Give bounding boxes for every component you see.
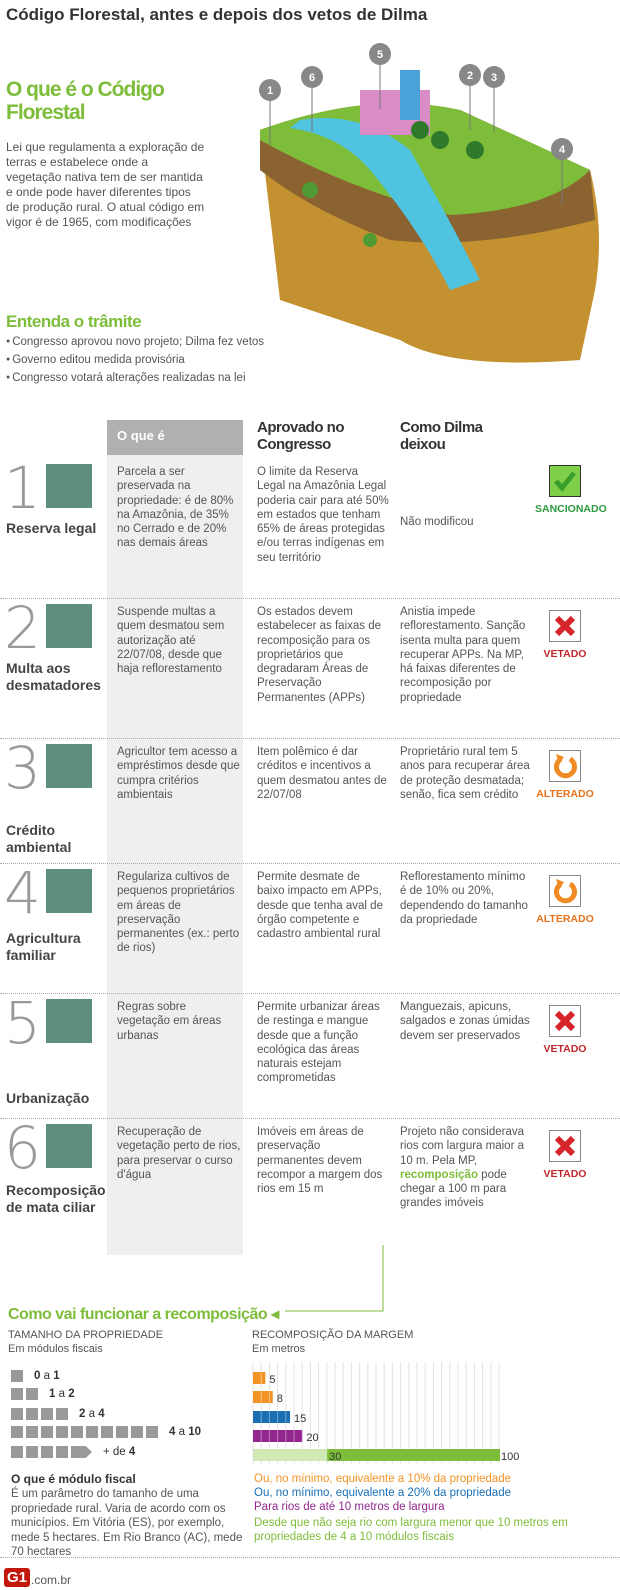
size-label: [34, 1370, 60, 1382]
cell-approved: Imóveis em áreas de preservação permanentes devem recompor a margem dos rios em 15 m: [257, 1126, 383, 1196]
riverbank-trees-icon: [46, 1124, 92, 1168]
recomposicao-link[interactable]: recomposição: [400, 1168, 478, 1181]
chart-subtitle: Em metros: [252, 1343, 306, 1355]
arrow-block: [71, 1446, 92, 1458]
module-block: [26, 1388, 38, 1400]
page-title: Código Florestal, antes e depois dos vetos de Dilma: [6, 5, 428, 24]
header-approved: Aprovado no Congresso: [257, 419, 344, 453]
marker-number: 5: [376, 49, 384, 61]
forest-code-illustration: [250, 40, 620, 405]
legend-item: Ou, no mínimo, equivalente a 10% da propriedade: [254, 1473, 511, 1485]
cell-what: Suspende multas a quem desmatou sem autorização até 22/07/08, desde que haja reflorestamento: [117, 606, 225, 676]
bar-label: 15: [294, 1413, 307, 1425]
header-what: O que é: [107, 420, 243, 455]
g1-logo-mark: G1: [4, 1568, 30, 1587]
module-block: [56, 1446, 68, 1458]
size-sep: a: [43, 1370, 51, 1382]
header-dilma: Como Dilma deixou: [400, 419, 483, 453]
dilma-text: pode chegar a 100 m para grandes imóveis: [400, 1168, 507, 1210]
masked-thief-icon: [46, 744, 92, 788]
module-block: [11, 1370, 23, 1382]
cell-what: Parcela a ser preservada na propriedade: é de 80% na Amazônia, de 35% no Cerrado e de 20% nas demais áreas: [117, 466, 234, 550]
module-block: [56, 1408, 68, 1420]
cell-dilma: Anistia impede reflorestamento. Sanção isenta multa para quem recuperar APPs. Na MP, há faixas diferentes de recomposição por propriedade: [400, 606, 526, 704]
chart-title: RECOMPOSIÇÃO DA MARGEM: [252, 1329, 414, 1341]
status-label: ALTERADO: [536, 788, 594, 800]
module-block: [11, 1426, 23, 1438]
module-block: [116, 1426, 128, 1438]
cell-what: Regulariza cultivos de pequenos proprietários em áreas de preservação permanentes (ex.: perto de rios): [117, 871, 240, 955]
x-icon: [549, 1005, 581, 1037]
size-label: [49, 1388, 75, 1400]
status-badge: [535, 875, 595, 925]
row-title: Multa aos desmatadores: [6, 660, 101, 693]
cell-dilma: Manguezais, apicuns, salgados e zonas úmidas devem ser preservados: [400, 1001, 530, 1042]
module-block: [146, 1426, 158, 1438]
tramite-item: ● Governo editou medida provisória: [6, 351, 264, 369]
bar-label: 100: [501, 1451, 520, 1463]
bar: [253, 1372, 265, 1384]
module-block: [131, 1426, 143, 1438]
margin-chart: [250, 1358, 620, 1468]
cell-what: Agricultor tem acesso a empréstimos desde que cumpra critérios ambientais: [117, 746, 240, 801]
row-number: 6: [4, 1114, 41, 1182]
marker-number: 4: [558, 144, 566, 156]
legend-item: Ou, no mínimo, equivalente a 20% da propriedade: [254, 1487, 511, 1499]
intro-body: Lei que regulamenta a exploração de terras e estabelece onde a vegetação nativa tem de ser mantida e onde pode haver diferentes tipos de produção rural. O atual código em vigor é de 1965, com modificações: [6, 140, 205, 229]
check-icon: [549, 465, 581, 497]
size-subtitle: Em módulos fiscais: [8, 1343, 103, 1355]
x-icon: [549, 1130, 581, 1162]
tramite-list: [6, 333, 264, 387]
modulo-heading: O que é módulo fiscal: [11, 1472, 136, 1486]
cell-dilma: [400, 1125, 530, 1211]
status-label: VETADO: [543, 1168, 587, 1180]
size-sep: a: [88, 1408, 96, 1420]
row-divider: [0, 993, 620, 994]
marker-number: 2: [466, 70, 474, 82]
bar-label: 8: [276, 1393, 283, 1405]
row-number: 3: [4, 734, 41, 802]
size-row: [11, 1426, 201, 1438]
size-to: 10: [188, 1426, 202, 1438]
row-number: 1: [4, 454, 41, 522]
bar-base: [253, 1449, 327, 1461]
marker-number: 6: [308, 72, 316, 84]
module-block: [41, 1446, 53, 1458]
bar-label: 5: [269, 1374, 276, 1386]
cell-approved: Permite desmate de baixo impacto em APPs, desde que tenha aval de órgão competente e cadastro ambiental rural: [257, 871, 383, 941]
module-block: [56, 1426, 68, 1438]
legend-item: Para rios de até 10 metros de largura: [254, 1501, 445, 1513]
cell-approved: Permite urbanizar áreas de restinga e mangue desde que a função ecológica das áreas naturais estejam comprometidas: [257, 1001, 380, 1085]
module-block: [26, 1408, 38, 1420]
size-to: 1: [53, 1370, 60, 1382]
status-label: SANCIONADO: [535, 503, 607, 515]
row-number: 2: [4, 594, 41, 662]
size-sep: a: [178, 1426, 186, 1438]
illustration-marker: [483, 66, 505, 132]
modulo-body: É um parâmetro do tamanho de uma propriedade rural. Varia de acordo com os municípios. Em Vitória (ES), por exemplo, mede 5 hectares. Em Rio Branco (AC), mede 70 hectares: [11, 1488, 243, 1558]
refresh-icon: [549, 875, 581, 907]
cell-dilma: Não modificou: [400, 516, 474, 528]
row-title: Crédito ambiental: [6, 822, 72, 855]
footer-divider: [0, 1557, 620, 1558]
legend-item: Desde que não seja rio com largura menor que 10 metros em propriedades de 4 a 10 módulos fiscais: [254, 1517, 568, 1543]
size-from: 0: [34, 1370, 41, 1382]
cell-what: Regras sobre vegetação em áreas urbanas: [117, 1001, 222, 1042]
tramite-item: ● Congresso aprovou novo projeto; Dilma fez vetos: [6, 333, 264, 351]
size-row: [11, 1408, 105, 1420]
size-from: + de: [103, 1446, 126, 1458]
dilma-text: Projeto não considerava rios com largura maior a 10 m. Pela MP,: [400, 1126, 525, 1167]
status-badge: [535, 465, 607, 515]
cell-what: Recuperação de vegetação perto de rios, para preservar o curso d'água: [117, 1126, 241, 1181]
size-label: [103, 1446, 135, 1458]
size-row: [11, 1370, 60, 1382]
row-number: 4: [4, 859, 41, 927]
row-title: Recomposição de mata ciliar: [6, 1182, 106, 1215]
size-label: [169, 1426, 201, 1438]
module-block: [71, 1426, 83, 1438]
module-block: [26, 1446, 38, 1458]
size-to: 4: [98, 1408, 105, 1420]
marker-number: 1: [266, 85, 274, 97]
status-label: VETADO: [543, 648, 587, 660]
module-block: [41, 1408, 53, 1420]
cell-dilma: Proprietário rural tem 5 anos para recuperar área de proteção desmatada; senão, fica sem crédito: [400, 746, 530, 801]
size-to: 4: [128, 1446, 136, 1458]
reserve-arrow-icon: [46, 464, 92, 508]
connector-line: [280, 1245, 390, 1315]
status-badge: [535, 610, 595, 660]
module-block: [41, 1426, 53, 1438]
logo-domain: .com.br: [31, 1573, 72, 1587]
module-block: [26, 1426, 38, 1438]
masked-thief-icon: [46, 604, 92, 648]
row-divider: [0, 1118, 620, 1119]
row-divider: [0, 738, 620, 739]
size-row: [11, 1388, 75, 1400]
status-badge: [535, 1130, 595, 1180]
bar-label: 30: [329, 1451, 342, 1463]
status-badge: [535, 750, 595, 800]
size-from: 2: [79, 1408, 86, 1420]
module-block: [86, 1426, 98, 1438]
intro-heading: O que é o Código Florestal: [6, 78, 164, 124]
row-title: Agricultura familiar: [6, 930, 81, 963]
status-label: ALTERADO: [536, 913, 594, 925]
bar-range: [327, 1449, 500, 1461]
cell-approved: Os estados devem estabelecer as faixas de recomposição para os proprietários que degradaram Áreas de Preservação Permanentes (APPs): [257, 606, 382, 704]
cell-approved: O limite da Reserva Legal na Amazônia Legal poderia cair para até 50% em estados que tenham 65% de áreas protegidas e/ou terras indígenas em seu território: [257, 466, 389, 564]
size-title: TAMANHO DA PROPRIEDADE: [8, 1329, 164, 1341]
size-from: 1: [49, 1388, 56, 1400]
row-title: Urbanização: [6, 1090, 90, 1106]
bar-label: 20: [306, 1432, 319, 1444]
size-label: [79, 1408, 105, 1420]
x-icon: [549, 610, 581, 642]
tramite-item: ● Congresso votará alterações realizadas na lei: [6, 369, 264, 387]
row-number: 5: [4, 989, 41, 1057]
chart-legend: [254, 1472, 614, 1544]
status-label: VETADO: [543, 1043, 587, 1055]
marker-number: 3: [490, 72, 498, 84]
size-sep: a: [58, 1388, 66, 1400]
recomp-heading: Como vai funcionar a recomposição ◂: [8, 1306, 279, 1323]
refresh-icon: [549, 750, 581, 782]
buildings-icon: [46, 999, 92, 1043]
size-row: [11, 1446, 135, 1458]
row-title: Reserva legal: [6, 520, 97, 536]
module-block: [101, 1426, 113, 1438]
status-badge: [535, 1005, 595, 1055]
size-from: 4: [169, 1426, 176, 1438]
size-to: 2: [68, 1388, 75, 1400]
g1-logo[interactable]: [4, 1568, 71, 1587]
module-block: [11, 1388, 23, 1400]
farm-icon: [46, 869, 92, 913]
module-block: [11, 1446, 23, 1458]
row-divider: [0, 598, 620, 599]
tramite-heading: Entenda o trâmite: [6, 312, 142, 331]
row-divider: [0, 863, 620, 864]
cell-approved: Item polêmico é dar créditos e incentivos a quem desmatou antes de 22/07/08: [257, 746, 387, 801]
cell-dilma: Reflorestamento mínimo é de 10% ou 20%, dependendo do tamanho da propriedade: [400, 871, 528, 926]
bar: [253, 1411, 290, 1423]
module-block: [11, 1408, 23, 1420]
